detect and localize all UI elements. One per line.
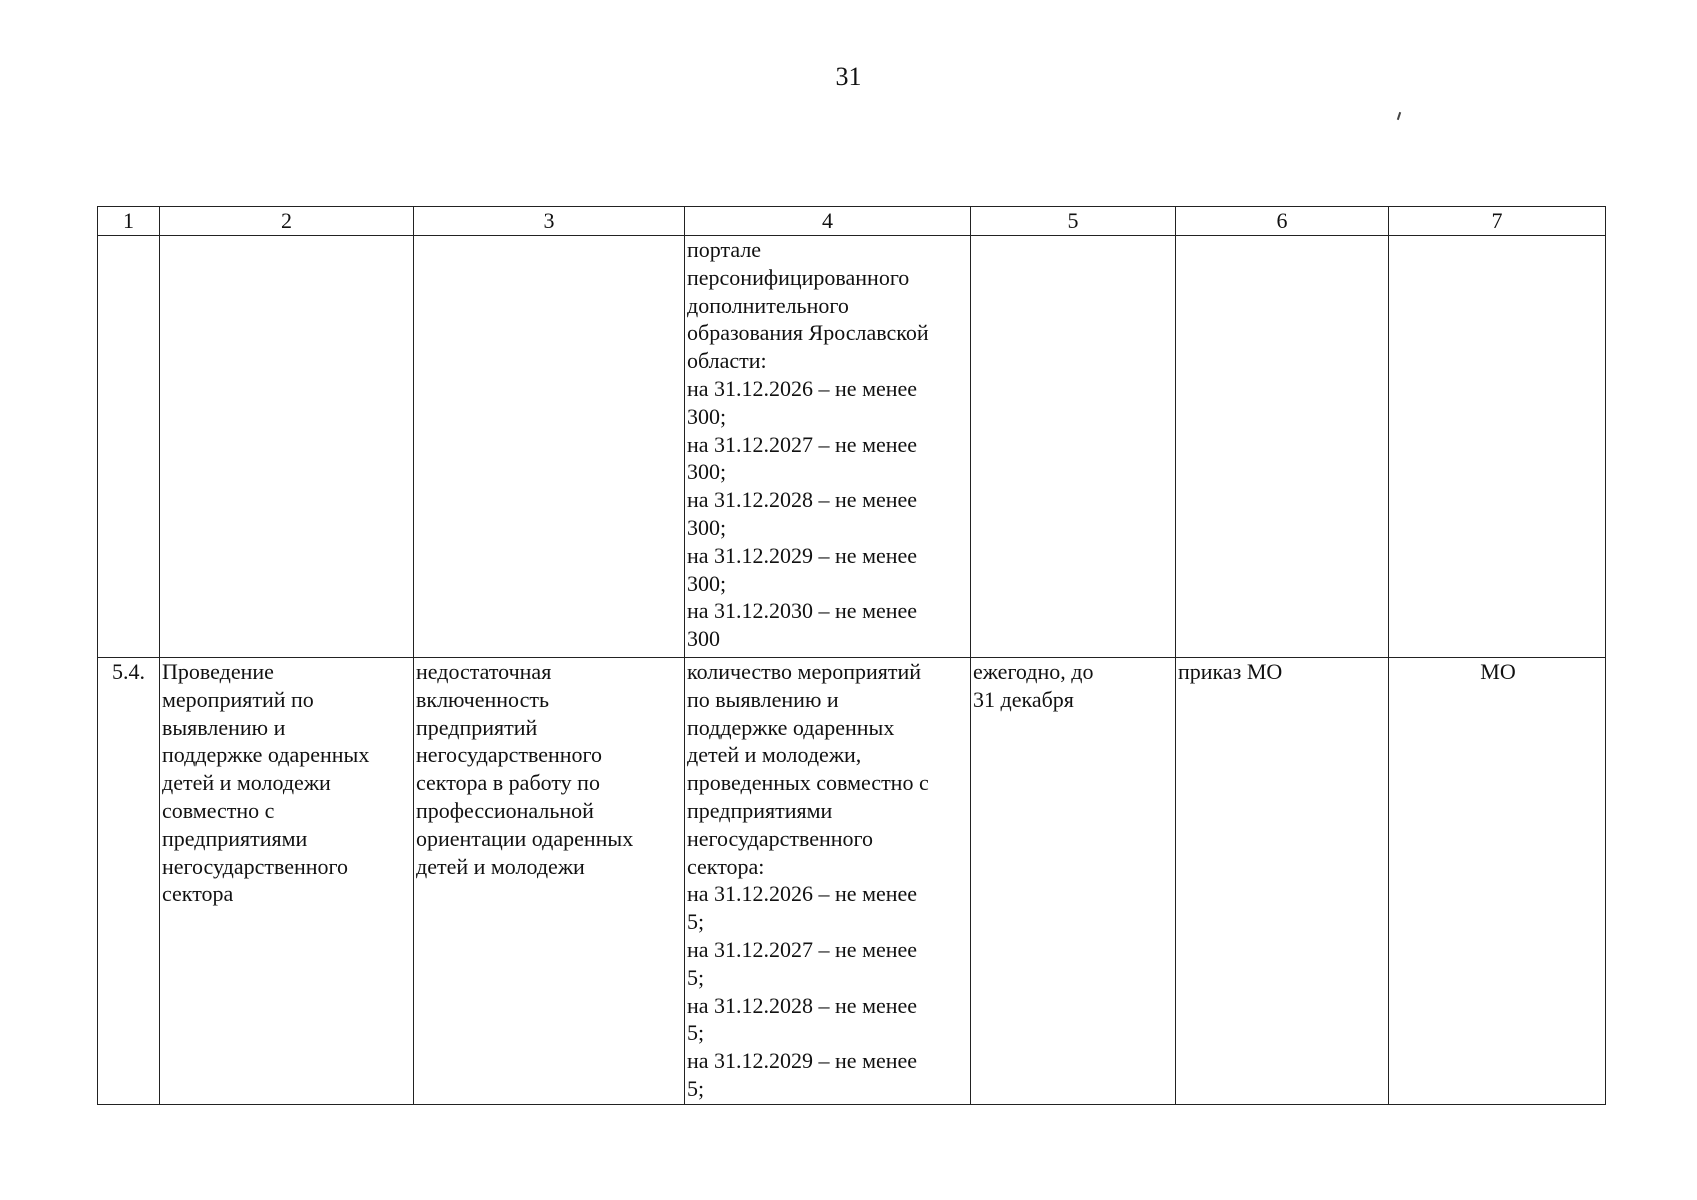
row-number-cell [98, 236, 160, 658]
column-header-6: 6 [1176, 207, 1389, 236]
column-header-1: 1 [98, 207, 160, 236]
document-cell [1176, 236, 1389, 658]
column-header-2: 2 [160, 207, 414, 236]
column-number-row [98, 207, 1606, 236]
document-cell: приказ МО [1176, 658, 1389, 1105]
responsible-cell: МО [1389, 658, 1606, 1105]
responsible-cell [1389, 236, 1606, 658]
indicator-cell: портале персонифицированного дополнительного образования Ярославской области: на 31.12.2026 – не менее 300; на 31.12.2027 – не менее 300; на 31.12.2028 – не менее 300; на 31.12.2029 – не менее 300; на 31.12.2030 – не менее 300 [685, 236, 971, 658]
problem-cell [414, 236, 685, 658]
page-number: 31 [835, 62, 862, 91]
plan-table [97, 206, 1606, 1105]
table-row [98, 658, 1606, 1105]
column-header-3: 3 [414, 207, 685, 236]
table-row [98, 236, 1606, 658]
problem-cell: недостаточная включенность предприятий негосударственного сектора в работу по профессиональной ориентации одаренных детей и молодежи [414, 658, 685, 1105]
column-header-7: 7 [1389, 207, 1606, 236]
indicator-cell: количество мероприятий по выявлению и поддержке одаренных детей и молодежи, проведенных совместно с предприятиями негосударственного сектора: на 31.12.2026 – не менее 5; на 31.12.2027 – не менее 5; на 31.12.2028 – не менее 5; на 31.12.2029 – не менее 5; [685, 658, 971, 1105]
deadline-cell: ежегодно, до 31 декабря [971, 658, 1176, 1105]
deadline-cell [971, 236, 1176, 658]
column-header-5: 5 [971, 207, 1176, 236]
stray-mark [1397, 112, 1401, 120]
event-name-cell: Проведение мероприятий по выявлению и поддержке одаренных детей и молодежи совместно с предприятиями негосударственного сектора [160, 658, 414, 1105]
column-header-4: 4 [685, 207, 971, 236]
row-number-cell: 5.4. [98, 658, 160, 1105]
event-name-cell [160, 236, 414, 658]
